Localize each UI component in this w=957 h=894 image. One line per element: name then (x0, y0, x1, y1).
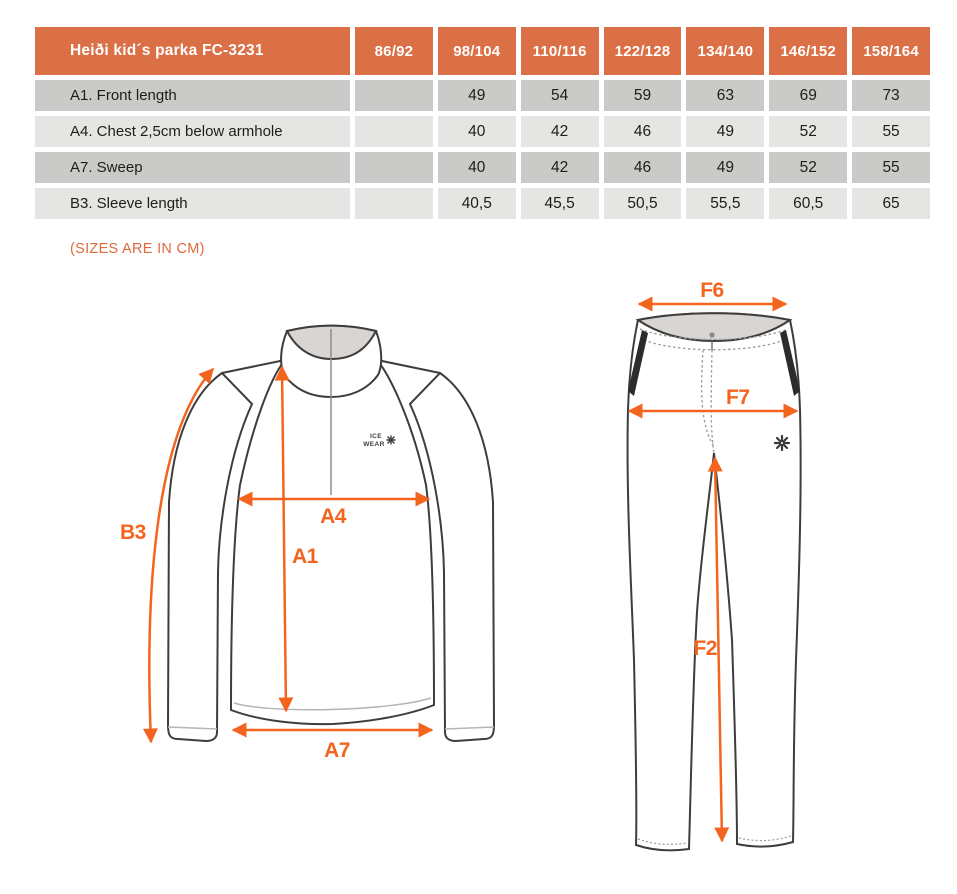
size-col-header: 158/164 (852, 27, 930, 75)
a1-label: A1 (292, 545, 318, 568)
pullover-outline (168, 326, 494, 741)
a4-label: A4 (320, 505, 346, 528)
pants-outline (628, 313, 801, 850)
size-value-cell: 42 (521, 152, 599, 183)
size-value-cell (355, 152, 433, 183)
size-value-cell: 46 (604, 152, 682, 183)
measure-row-label: B3. Sleeve length (35, 188, 350, 219)
f2-label: F2 (693, 637, 717, 660)
size-value-cell: 40,5 (438, 188, 516, 219)
size-value-cell: 69 (769, 80, 847, 111)
size-value-cell: 59 (604, 80, 682, 111)
size-value-cell: 40 (438, 152, 516, 183)
size-value-cell: 49 (686, 116, 764, 147)
size-value-cell: 49 (686, 152, 764, 183)
size-value-cell: 50,5 (604, 188, 682, 219)
f7-label: F7 (726, 386, 750, 409)
size-value-cell (355, 116, 433, 147)
size-value-cell: 73 (852, 80, 930, 111)
size-value-cell (355, 188, 433, 219)
a7-label: A7 (324, 739, 350, 762)
size-value-cell: 60,5 (769, 188, 847, 219)
size-table (35, 27, 930, 219)
f6-label: F6 (700, 280, 724, 302)
waist-button (709, 332, 714, 337)
table-title: Heiði kid´s parka FC-3231 (35, 27, 350, 75)
size-value-cell: 55,5 (686, 188, 764, 219)
size-value-cell: 52 (769, 116, 847, 147)
size-value-cell: 49 (438, 80, 516, 111)
size-col-header: 98/104 (438, 27, 516, 75)
size-value-cell: 63 (686, 80, 764, 111)
size-value-cell: 46 (604, 116, 682, 147)
measure-row-label: A1. Front length (35, 80, 350, 111)
size-value-cell: 40 (438, 116, 516, 147)
left-shoulder-seam (222, 360, 285, 373)
logo-snowflake-icon (387, 436, 395, 444)
measure-row-label: A7. Sweep (35, 152, 350, 183)
pullover-body (231, 360, 434, 724)
logo-text-line1: ICE (369, 433, 383, 440)
pants-diagram (615, 280, 815, 880)
size-value-cell: 54 (521, 80, 599, 111)
size-value-cell: 65 (852, 188, 930, 219)
size-value-cell: 42 (521, 116, 599, 147)
size-value-cell: 45,5 (521, 188, 599, 219)
logo-text-line2: WEAR (363, 441, 385, 448)
sizes-note: (SIZES ARE IN CM) (70, 241, 205, 257)
pants-snowflake-icon (775, 436, 789, 450)
size-col-header: 122/128 (604, 27, 682, 75)
right-shoulder-seam (377, 360, 440, 373)
size-col-header: 110/116 (521, 27, 599, 75)
size-col-header: 86/92 (355, 27, 433, 75)
size-value-cell: 55 (852, 116, 930, 147)
pullover-diagram (100, 280, 550, 780)
size-col-header: 134/140 (686, 27, 764, 75)
size-col-header: 146/152 (769, 27, 847, 75)
pants-body (628, 313, 801, 850)
measure-row-label: A4. Chest 2,5cm below armhole (35, 116, 350, 147)
size-value-cell (355, 80, 433, 111)
size-value-cell: 55 (852, 152, 930, 183)
size-value-cell: 52 (769, 152, 847, 183)
b3-label: B3 (120, 521, 146, 544)
